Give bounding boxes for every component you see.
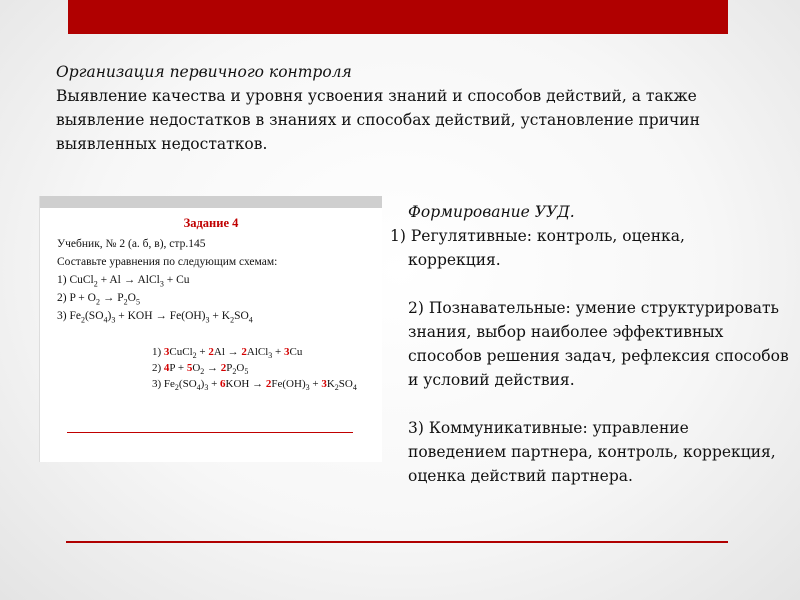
uud-item-regulatory-rest: коррекция. [408,251,501,269]
intro-subtitle: Организация первичного контроля [56,63,352,81]
scheme-2-text: 2) P + O [57,292,96,304]
uud-block [390,200,790,488]
intro-body: Выявление качества и уровня усвоения знаний и способов действий, а также выявление недостатков в знаниях и способах действий, установление причин выявленных недостатков. [56,87,700,153]
scheme-3: 3) $Fe_2(SO_4)_3$ + KOH → $Fe(OH)_3 + K_2SO_4$ [57,310,253,325]
task-source: Учебник, № 2 (а. б, в), стр.145 [57,238,206,250]
scheme-2: 2) $P + O_2 \to P_2O_5$ [57,292,140,307]
bottom-accent-line [66,541,728,543]
intro-block [56,60,756,156]
thumbnail-top-rule [40,196,382,208]
top-accent-bar [68,0,728,34]
answer-1: 1) 3CuCl$_2$ + 2Al → 2AlCl$_3$ + 3Cu [152,346,303,361]
task-title: Задание 4 [183,216,239,230]
task-instruction: Составьте уравнения по следующим схемам: [57,256,278,268]
uud-title: Формирование УУД. [408,203,575,221]
answer-2: 2) $4P + 5O_2 \to 2P_2O_5$ [152,362,249,377]
uud-item-communicative: 3) Коммуникативные: управление поведением партнера, контроль, коррекция, оценка действий партнера. [408,419,776,485]
thumbnail-bottom-rule [67,432,353,433]
answer-3: 3) $Fe_2(SO_4)_3 + 6KOH \to 2Fe(OH)_3 + 3K_2SO_4$ [152,378,357,393]
scheme-1: 1) CuCl$_2$ + Al → AlCl$_3$ + Cu [57,274,190,289]
uud-item-cognitive: 2) Познавательные: умение структурировать знания, выбор наиболее эффективных способов решения задач, рефлексия способов и условий действия. [408,299,789,389]
scheme-3-text: 3) Fe [57,310,81,322]
task-slide-thumbnail [40,196,382,462]
uud-item-regulatory [390,224,790,272]
scheme-1-text: 1) CuCl [57,274,94,286]
uud-item-regulatory-first: 1) Регулятивные: контроль, оценка, [390,227,685,245]
